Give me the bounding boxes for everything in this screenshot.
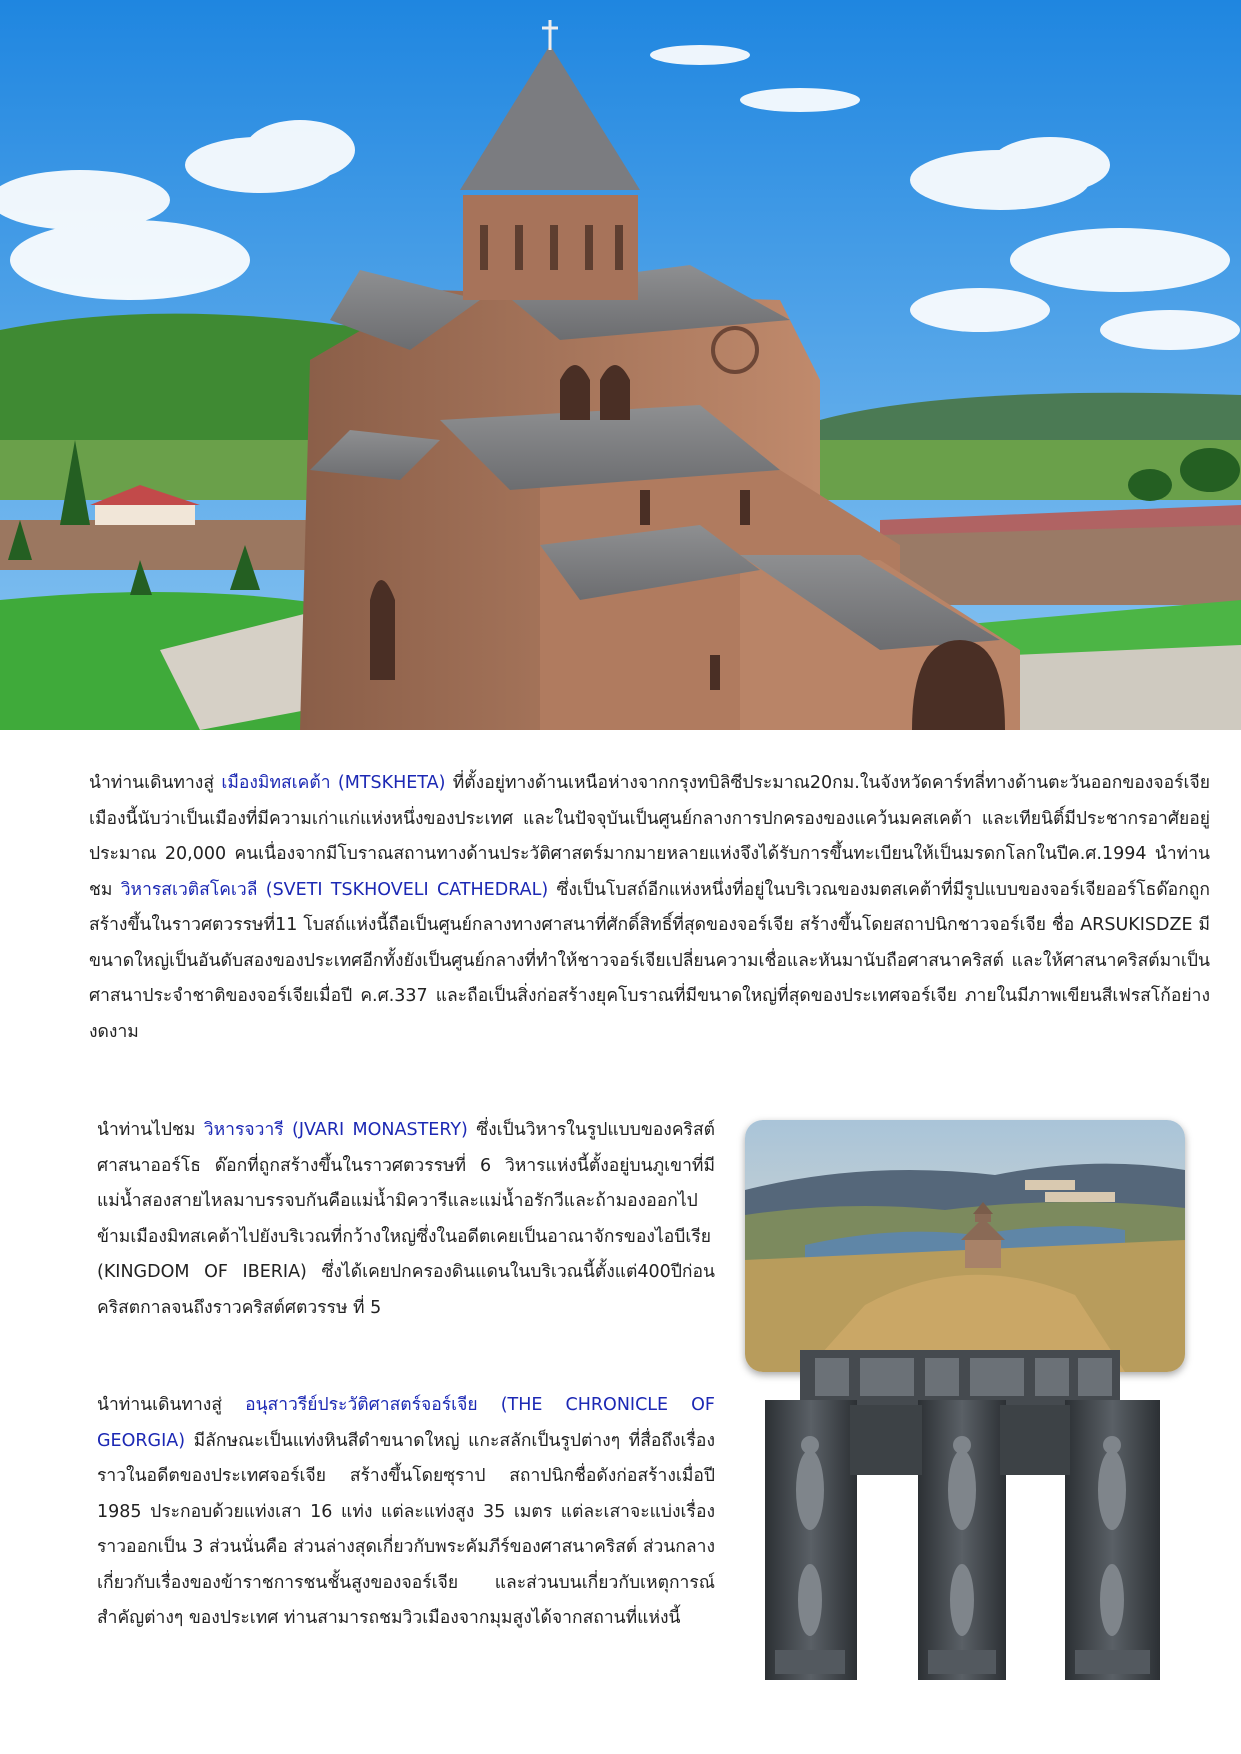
jvari-paragraph bbox=[97, 1113, 715, 1326]
lead-text: นำท่านเดินทางสู่ bbox=[89, 773, 222, 793]
section-chronicle bbox=[97, 1388, 715, 1637]
mtskheta-title: เมืองมิทสเคต้า (MTSKHETA) bbox=[221, 773, 446, 793]
hero-image-svetitskhoveli bbox=[0, 0, 1241, 730]
jvari-title: วิหารจวารี (JVARI MONASTERY) bbox=[203, 1120, 468, 1140]
section-mtskheta bbox=[89, 766, 1210, 1050]
lead-text: นำท่านเดินทางสู่ bbox=[97, 1395, 246, 1415]
lead-text: นำท่านไปชม bbox=[97, 1120, 204, 1140]
mtskheta-paragraph bbox=[89, 766, 1210, 1050]
svetitskhoveli-description: ซึ่งเป็นโบสถ์อีกแห่งหนึ่งที่อยู่ในบริเวณของมตสเคต้าที่มีรูปแบบของจอร์เจียออร์โธด๊อกถูกสร้างขึ้นในราวศตวรรษที่11 โบสถ์แห่งนี้ถือเป็นศูนย์กลางทางศาสนาที่ศักดิ์สิทธิ์ที่สุดของจอร์เจีย สร้างขึ้นโดยสถาปนิกชาวจอร์เจีย ชื่อ ARSUKISDZE มีขนาดใหญ่เป็นอันดับสองของประเทศอีกทั้งยังเป็นศูนย์กลางที่ทำให้ชาวจอร์เจียเปลี่ยนความเชื่อและหันมานับถือศาสนาคริสต์ และให้ศาสนาคริสต์มาเป็นศาสนาประจำชาติของจอร์เจียเมื่อปี ค.ศ.337 และถือเป็นสิ่งก่อสร้างยุคโบราณที่มีขนาดใหญ่ที่สุดของประเทศจอร์เจีย ภายในมีภาพเขียนสีเฟรสโก้อย่างงดงาม bbox=[89, 879, 1210, 1042]
chronicle-of-georgia-image bbox=[760, 1350, 1165, 1680]
chronicle-illustration bbox=[760, 1350, 1165, 1680]
jvari-description: ซึ่งเป็นวิหารในรูปแบบของคริสต์ศาสนาออร์โธ ด๊อกที่ถูกสร้างขึ้นในราวศตวรรษที่ 6 วิหารแห่งนี้ตั้งอยู่บนภูเขาที่มีแม่น้ำสองสายไหลมาบรรจบกันคือแม่น้ำมิควารีและแม่น้ำอรักวีและถ้ามองออกไปข้ามเมืองมิทสเคต้าไปยังบริเวณที่กว้างใหญ่ซึ่งในอดีตเคยเป็นอาณาจักรของไอบีเรีย (KINGDOM OF IBERIA) ซึ่งได้เคยปกครองดินแดนในบริเวณนี้ตั้งแต่400ปีก่อนคริสตกาลจนถึงราวคริสต์ศตวรรษ ที่ 5 bbox=[97, 1120, 715, 1318]
mtskheta-description: ที่ตั้งอยู่ทางด้านเหนือห่างจากกรุงทบิลิซีประมาณ20กม.ในจังหวัดคาร์ทลี่ทางด้านตะวันออกของจอร์เจียเมืองนี้นับว่าเป็นเมืองที่มีความเก่าแก่แห่งหนึ่งของประเทศ และในปัจจุบันเป็นศูนย์กลางการปกครองของแคว้นมคสเคต้า และเทียนิติ์มีประชากรอาศัยอยู่ประมาณ 20,000 คนเนื่องจากมีโบราณสถานทางด้านประวัติศาสตร์มากมายหลายแห่งจึงได้รับการขึ้นทะเบียนให้เป็นมรดกโลกในปีค.ศ.1994 นำท่านชม bbox=[89, 773, 1210, 900]
chronicle-title: อนุสาวรีย์ประวัติศาสตร์จอร์เจีย (THE CHRONICLE OF GEORGIA) bbox=[97, 1395, 715, 1451]
section-jvari bbox=[97, 1113, 715, 1326]
chronicle-description: มีลักษณะเป็นแท่งหินสีดำขนาดใหญ่ แกะสลักเป็นรูปต่างๆ ที่สื่อถึงเรื่องราวในอดีตของประเทศจอร์เจีย สร้างขึ้นโดยซุราป สถาปนิกชื่อดังก่อสร้างเมื่อปี 1985 ประกอบด้วยแท่งเสา 16 แท่ง แต่ละแท่งสูง 35 เมตร แต่ละเสาจะแบ่งเรื่องราวออกเป็น 3 ส่วนนั่นคือ ส่วนล่างสุดเกี่ยวกับพระคัมภีร์ของศาสนาคริสต์ ส่วนกลางเกี่ยวกับเรื่องของข้าราชการชนชั้นสูงของจอร์เจีย และส่วนบนเกี่ยวกับเหตุการณ์สำคัญต่างๆ ของประเทศ ท่านสามารถชมวิวเมืองจากมุมสูงได้จากสถานที่แห่งนี้ bbox=[97, 1430, 715, 1628]
jvari-monastery-image bbox=[745, 1120, 1185, 1372]
cathedral-illustration bbox=[0, 0, 1241, 730]
chronicle-paragraph bbox=[97, 1388, 715, 1637]
svetitskhoveli-title: วิหารสเวติสโคเวลี (SVETI TSKHOVELI CATHEDRAL) bbox=[120, 879, 549, 900]
jvari-illustration bbox=[745, 1120, 1185, 1372]
